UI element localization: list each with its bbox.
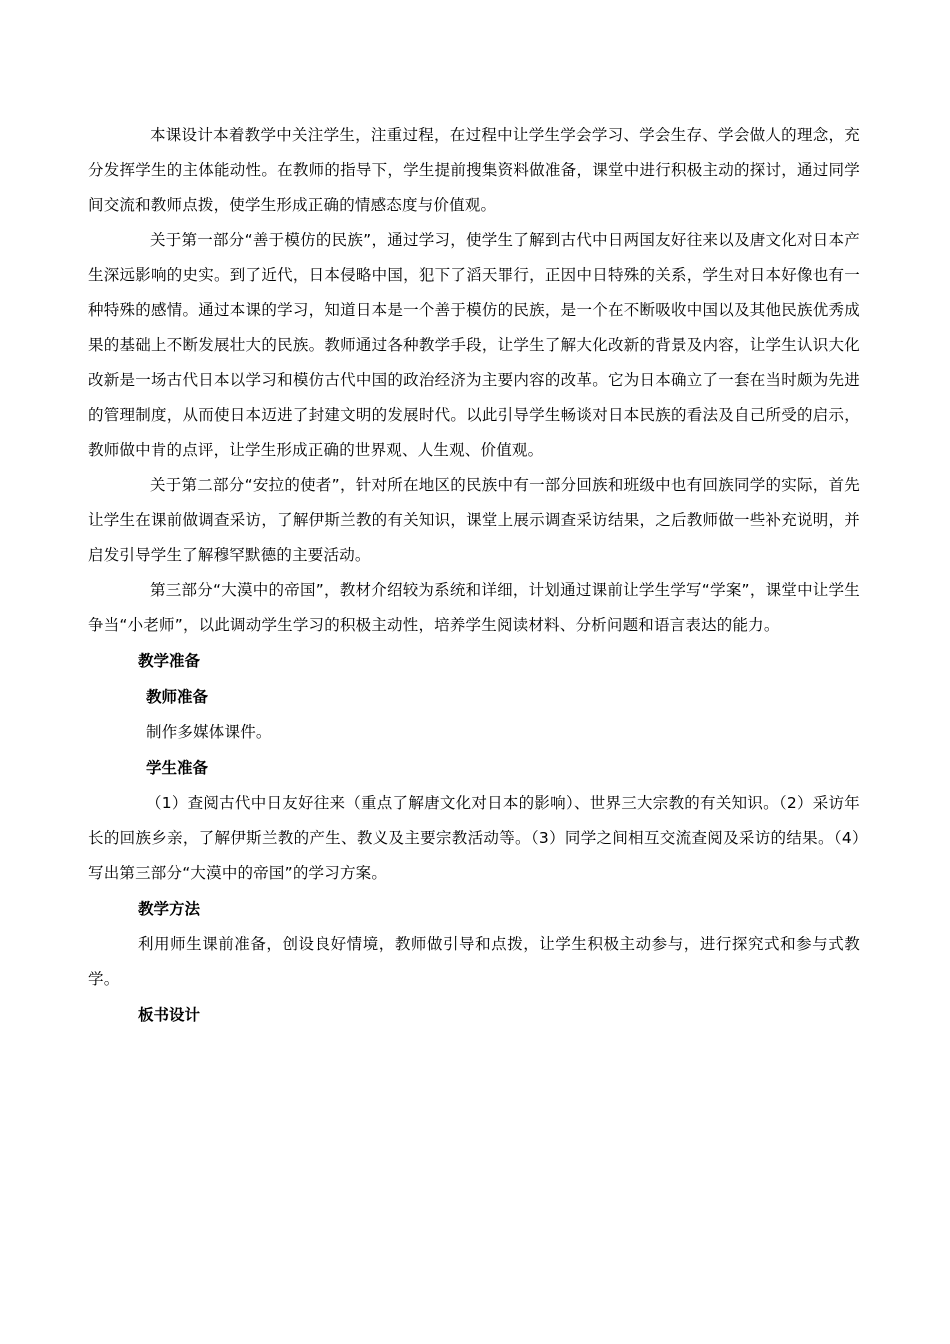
board-heading: 板书设计 xyxy=(138,1006,201,1024)
method-text: 利用师生课前准备，创设良好情境，教师做引导和点拨，让学生积极主动参与，进行探究式和参与式教学。 xyxy=(88,935,860,988)
intro-paragraph-3: 关于第二部分“安拉的使者”，针对所在地区的民族中有一部分回族和班级中也有回族同学的实际，首先让学生在课前做调查采访，了解伊斯兰教的有关知识，课堂上展示调查采访结果，之后教师做一些补充说明，并启发引导学生了解穆罕默德的主要活动。 xyxy=(88,476,860,564)
document-page xyxy=(88,118,860,1033)
student-prep-text: （1）查阅古代中日友好往来（重点了解唐文化对日本的影响）、世界三大宗教的有关知识。（2）采访年长的回族乡亲，了解伊斯兰教的产生、教义及主要宗教活动等。（3）同学之间相互交流查阅及采访的结果。（4）写出第三部分“大漠中的帝国”的学习方案。 xyxy=(88,794,860,882)
teacher-prep-heading: 教师准备 xyxy=(146,688,209,706)
intro-paragraph-2: 关于第一部分“善于模仿的民族”，通过学习，使学生了解到古代中日两国友好往来以及唐文化对日本产生深远影响的史实。到了近代，日本侵略中国，犯下了滔天罪行，正因中日特殊的关系，学生对日本好像也有一种特殊的感情。通过本课的学习，知道日本是一个善于模仿的民族，是一个在不断吸收中国以及其他民族优秀成果的基础上不断发展壮大的民族。教师通过各种教学手段，让学生了解大化改新的背景及内容，让学生认识大化改新是一场古代日本以学习和模仿古代中国的政治经济为主要内容的改革。它为日本确立了一套在当时颇为先进的管理制度，从而使日本迈进了封建文明的发展时代。以此引导学生畅谈对日本民族的看法及自己所受的启示，教师做中肯的点评，让学生形成正确的世界观、人生观、价值观。 xyxy=(88,231,860,459)
method-heading: 教学方法 xyxy=(138,900,201,918)
prep-heading: 教学准备 xyxy=(138,652,201,670)
student-prep-heading: 学生准备 xyxy=(146,759,209,777)
teacher-prep-text: 制作多媒体课件。 xyxy=(146,723,272,741)
intro-paragraph-4: 第三部分“大漠中的帝国”，教材介绍较为系统和详细，计划通过课前让学生学写“学案”，课堂中让学生争当“小老师”，以此调动学生学习的积极主动性，培养学生阅读材料、分析问题和语言表达的能力。 xyxy=(88,581,860,634)
intro-paragraph-1: 本课设计本着教学中关注学生，注重过程，在过程中让学生学会学习、学会生存、学会做人的理念，充分发挥学生的主体能动性。在教师的指导下，学生提前搜集资料做准备，课堂中进行积极主动的探讨，通过同学间交流和教师点拨，使学生形成正确的情感态度与价值观。 xyxy=(88,126,860,214)
